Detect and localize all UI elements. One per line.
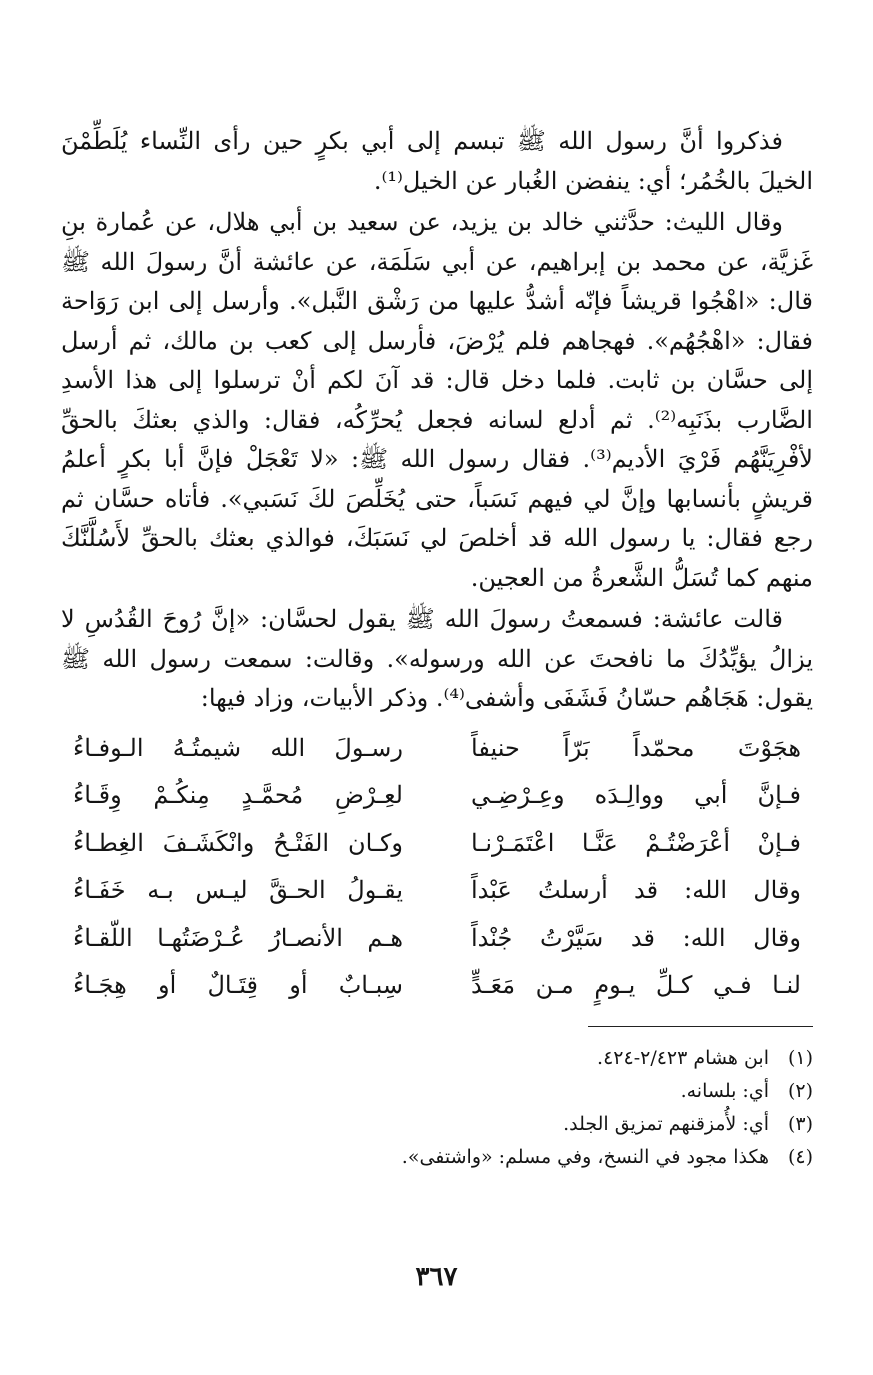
poem-verse xyxy=(61,819,813,867)
footnote-text: ابن هشام ٢/٤٢٣-٤٢٤. xyxy=(597,1047,769,1069)
footnote xyxy=(61,1141,813,1174)
poem-verse xyxy=(61,724,813,772)
paragraph-2: وقال الليث: حدَّثني خالد بن يزيد، عن سعيد بن أبي هلال، عن عُمارة بنِ غَزيَّة، عن محمد بن إبراهيم، عن أبي سَلَمَة، عن عائشة أنَّ رسولَ الله ﷺ قال: «اهْجُوا قريشاً فإنّه أشدُّ عليها من رَشْق النَّبل». وأرسل إلى ابن رَوَاحة فقال: «اهْجُهُم». فهجاهم فلم يُرْضَ، فأرسل إلى كعب بن مالك، ثم أرسل إلى حسَّان بن ثابت. فلما دخل قال: قد آنَ لكم أنْ ترسلوا إلى هذا الأسدِ الضَّارب بذَنَبِه⁽²⁾. ثم أدلع لسانه فجعل يُحرِّكُه، فقال: والذي بعثكَ بالحقِّ لأفْرِيَنَّهُم فَرْيَ الأديم⁽³⁾. فقال رسول الله ﷺ: «لا تَعْجَلْ فإنَّ أبا بكرٍ أعلمُ قريشٍ بأنسابها وإنَّ لي فيهم نَسَباً، حتى يُخَلِّصَ لكَ نَسَبي». فأتاه حسَّان ثم رجع فقال: يا رسول الله قد أخلصَ لي نَسَبَكَ، فوالذي بعثك بالحقِّ لأَسُلَّنَّكَ منهم كما تُسَلُّ الشَّعرةُ من العجين. xyxy=(61,208,813,592)
footnote-number: (٢) xyxy=(787,1080,813,1102)
verse-first-half: هجَوْتَ محمّداً بَرّاً حنيفاً xyxy=(471,733,801,762)
verse-second-half: وكـان الفَتْـحُ وانْكَشَـفَ الغِطـاءُ xyxy=(73,828,403,857)
verse-first-half: وقال الله: قد سَيَّرْتُ جُنْداً xyxy=(471,923,801,952)
poem-verse xyxy=(61,914,813,962)
footnote-text: هكذا مجود في النسخ، وفي مسلم: «واشتفى». xyxy=(401,1146,769,1168)
verse-first-half: لنـا فـي كـلِّ يـومٍ مـن مَعَـدٍّ xyxy=(471,971,801,1000)
paragraph-3: قالت عائشة: فسمعتُ رسولَ الله ﷺ يقول لحسَّان: «إنَّ رُوحَ القُدُسِ لا يزالُ يؤيِّدُكَ ما نافحتَ عن الله ورسوله». وقالت: سمعت رسول الله ﷺ يقول: هَجَاهُم حسّانُ فَشَفَى وأشفى⁽⁴⁾. وذكر الأبيات، وزاد فيها: xyxy=(61,605,813,712)
verse-first-half: فـإنْ أعْرَضْتُـمْ عَنَّـا اعْتَمَـرْنـا xyxy=(471,828,801,857)
footnote xyxy=(61,1075,813,1108)
poem-verse xyxy=(61,772,813,820)
footnote-number: (٤) xyxy=(787,1146,813,1168)
verse-second-half: سِبـابٌ أو قِتَـالٌ أو هِجَـاءُ xyxy=(73,971,403,1000)
footnote xyxy=(61,1108,813,1141)
footnote-number: (١) xyxy=(787,1047,813,1069)
footnote-text: أي: بلسانه. xyxy=(680,1080,769,1102)
verse-second-half: لعِـرْضِ مُحمَّـدٍ مِنكُـمْ وِقَـاءُ xyxy=(73,781,403,810)
footnote xyxy=(61,1042,813,1075)
footnote-separator xyxy=(588,1026,813,1027)
footnote-text: أي: لأُمزقنهم تمزيق الجلد. xyxy=(563,1113,769,1135)
footnote-number: (٣) xyxy=(787,1113,813,1135)
verse-first-half: فـإنَّ أبي ووالِـدَه وعِـرْضِـي xyxy=(471,781,801,810)
page-number: ٣٦٧ xyxy=(415,1262,458,1292)
poem xyxy=(61,724,813,1009)
verse-second-half: يقـولُ الحـقَّ ليـس بـه خَفَـاءُ xyxy=(73,876,403,905)
poem-verse xyxy=(61,962,813,1010)
main-text xyxy=(61,122,813,719)
poem-verse xyxy=(61,867,813,915)
verse-second-half: رسـولَ الله شيمتُـهُ الـوفـاءُ xyxy=(73,733,403,762)
footnotes xyxy=(61,1042,813,1174)
verse-first-half: وقال الله: قد أرسلتُ عَبْداً xyxy=(471,876,801,905)
paragraph-1: فذكروا أنَّ رسول الله ﷺ تبسم إلى أبي بكرٍ حين رأى النِّساء يُلَطِّمْنَ الخيلَ بالخُمُر؛ أي: ينفضن الغُبار عن الخيل⁽¹⁾. xyxy=(61,127,813,195)
verse-second-half: هـم الأنصـارُ عُـرْضَتُهـا اللّقـاءُ xyxy=(73,923,403,952)
